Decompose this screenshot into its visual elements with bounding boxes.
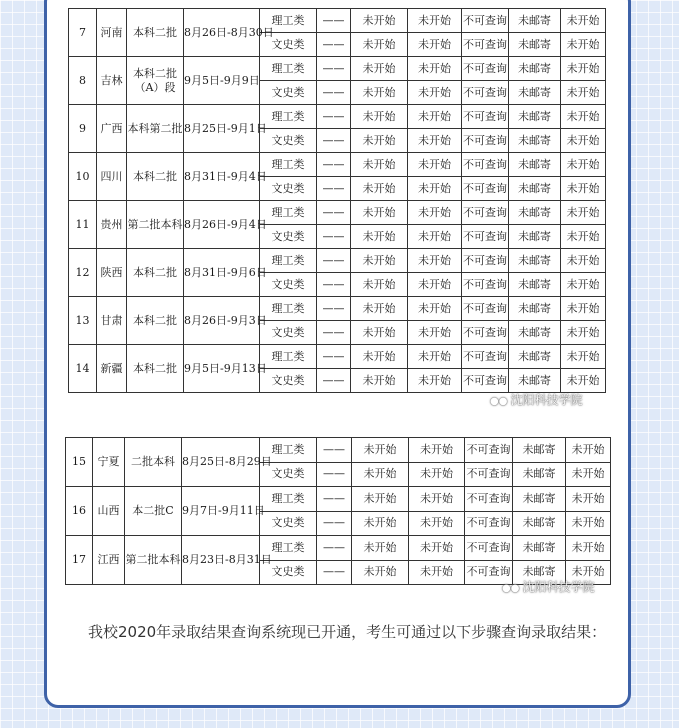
- status-cell: 未开始: [351, 153, 408, 177]
- status-cell: 未开始: [408, 201, 462, 225]
- query-status-cell: 不可查询: [462, 129, 509, 153]
- status-cell: 未开始: [566, 462, 611, 487]
- status-cell: ——: [317, 105, 351, 129]
- table-row: [69, 345, 606, 369]
- row-number: 16: [66, 487, 93, 536]
- mail-status-cell: 未邮寄: [509, 33, 561, 57]
- status-cell: ——: [317, 487, 352, 512]
- status-cell: 未开始: [352, 462, 409, 487]
- status-cell: 未开始: [561, 153, 606, 177]
- status-cell: 未开始: [561, 345, 606, 369]
- query-status-cell: 不可查询: [465, 560, 513, 585]
- batch-cell: 本科第二批: [127, 105, 184, 153]
- status-cell: 未开始: [566, 438, 611, 463]
- mail-status-cell: 未邮寄: [513, 487, 566, 512]
- wechat-icon: ●●: [490, 396, 508, 407]
- table-row: [69, 249, 606, 273]
- category-cell: 理工类: [260, 153, 317, 177]
- category-cell: 文史类: [260, 369, 317, 393]
- status-cell: 未开始: [409, 462, 465, 487]
- category-cell: 文史类: [260, 129, 317, 153]
- category-cell: 文史类: [260, 177, 317, 201]
- category-cell: 理工类: [260, 201, 317, 225]
- batch-cell: 本科二批（A）段: [127, 57, 184, 105]
- mail-status-cell: 未邮寄: [509, 201, 561, 225]
- intro-paragraph: 我校2020年录取结果查询系统现已开通，考生可通过以下步骤查询录取结果：: [88, 623, 607, 641]
- status-cell: 未开始: [409, 438, 465, 463]
- watermark-1: ●● 沈阳科技学院: [490, 393, 583, 407]
- query-status-cell: 不可查询: [462, 81, 509, 105]
- query-status-cell: 不可查询: [462, 57, 509, 81]
- table-row: [69, 153, 606, 177]
- status-cell: 未开始: [409, 536, 465, 561]
- status-cell: 未开始: [561, 369, 606, 393]
- query-status-cell: 不可查询: [462, 345, 509, 369]
- mail-status-cell: 未邮寄: [509, 129, 561, 153]
- mail-status-cell: 未邮寄: [509, 249, 561, 273]
- status-cell: 未开始: [408, 57, 462, 81]
- status-cell: 未开始: [351, 225, 408, 249]
- status-cell: ——: [317, 249, 351, 273]
- status-cell: 未开始: [351, 369, 408, 393]
- query-status-cell: 不可查询: [462, 273, 509, 297]
- query-status-cell: 不可查询: [462, 33, 509, 57]
- category-cell: 理工类: [260, 345, 317, 369]
- status-cell: 未开始: [566, 536, 611, 561]
- batch-cell: 本科二批: [127, 345, 184, 393]
- row-number: 17: [66, 536, 93, 585]
- status-cell: 未开始: [561, 249, 606, 273]
- status-cell: 未开始: [351, 57, 408, 81]
- province-cell: 江西: [93, 536, 125, 585]
- status-cell: 未开始: [351, 105, 408, 129]
- status-cell: ——: [317, 129, 351, 153]
- status-cell: 未开始: [352, 487, 409, 512]
- batch-cell: 本二批C: [125, 487, 182, 536]
- status-cell: 未开始: [561, 321, 606, 345]
- status-cell: 未开始: [352, 536, 409, 561]
- status-cell: 未开始: [409, 487, 465, 512]
- status-cell: 未开始: [352, 560, 409, 585]
- province-cell: 新疆: [97, 345, 127, 393]
- query-status-cell: 不可查询: [465, 487, 513, 512]
- status-cell: 未开始: [351, 297, 408, 321]
- category-cell: 理工类: [260, 438, 317, 463]
- row-number: 11: [69, 201, 97, 249]
- status-cell: 未开始: [408, 153, 462, 177]
- mail-status-cell: 未邮寄: [513, 560, 566, 585]
- province-cell: 山西: [93, 487, 125, 536]
- status-cell: 未开始: [561, 105, 606, 129]
- table-row: [66, 536, 611, 561]
- status-cell: ——: [317, 511, 352, 536]
- status-cell: ——: [317, 153, 351, 177]
- province-cell: 河南: [97, 9, 127, 57]
- date-range-cell: 9月5日-9月9日: [184, 57, 260, 105]
- status-cell: 未开始: [352, 438, 409, 463]
- query-status-cell: 不可查询: [462, 177, 509, 201]
- status-cell: 未开始: [566, 487, 611, 512]
- row-number: 12: [69, 249, 97, 297]
- mail-status-cell: 未邮寄: [513, 536, 566, 561]
- mail-status-cell: 未邮寄: [509, 273, 561, 297]
- category-cell: 文史类: [260, 462, 317, 487]
- mail-status-cell: 未邮寄: [513, 511, 566, 536]
- category-cell: 文史类: [260, 273, 317, 297]
- status-cell: 未开始: [408, 225, 462, 249]
- mail-status-cell: 未邮寄: [509, 81, 561, 105]
- province-cell: 贵州: [97, 201, 127, 249]
- admission-table-1: [68, 8, 606, 393]
- date-range-cell: 8月25日-9月1日: [184, 105, 260, 153]
- batch-cell: 本科二批: [127, 153, 184, 201]
- date-range-cell: 8月26日-8月30日: [184, 9, 260, 57]
- query-status-cell: 不可查询: [462, 105, 509, 129]
- status-cell: 未开始: [561, 297, 606, 321]
- status-cell: 未开始: [566, 511, 611, 536]
- batch-cell: 本科二批: [127, 297, 184, 345]
- category-cell: 文史类: [260, 33, 317, 57]
- status-cell: 未开始: [408, 321, 462, 345]
- query-status-cell: 不可查询: [462, 225, 509, 249]
- mail-status-cell: 未邮寄: [509, 57, 561, 81]
- status-cell: 未开始: [351, 345, 408, 369]
- status-cell: 未开始: [408, 273, 462, 297]
- status-cell: 未开始: [408, 129, 462, 153]
- status-cell: ——: [317, 345, 351, 369]
- mail-status-cell: 未邮寄: [513, 462, 566, 487]
- query-status-cell: 不可查询: [462, 153, 509, 177]
- status-cell: ——: [317, 177, 351, 201]
- date-range-cell: 8月26日-9月4日: [184, 201, 260, 249]
- category-cell: 理工类: [260, 536, 317, 561]
- query-status-cell: 不可查询: [462, 297, 509, 321]
- status-cell: 未开始: [561, 273, 606, 297]
- status-cell: 未开始: [561, 9, 606, 33]
- status-cell: 未开始: [351, 177, 408, 201]
- category-cell: 文史类: [260, 321, 317, 345]
- status-cell: 未开始: [351, 321, 408, 345]
- province-cell: 甘肃: [97, 297, 127, 345]
- status-cell: 未开始: [561, 129, 606, 153]
- status-cell: 未开始: [351, 129, 408, 153]
- row-number: 14: [69, 345, 97, 393]
- mail-status-cell: 未邮寄: [509, 9, 561, 33]
- status-cell: 未开始: [561, 81, 606, 105]
- table-row: [69, 57, 606, 81]
- date-range-cell: 8月26日-9月3日: [184, 297, 260, 345]
- status-cell: 未开始: [408, 345, 462, 369]
- status-cell: 未开始: [561, 57, 606, 81]
- table-row: [66, 487, 611, 512]
- category-cell: 文史类: [260, 225, 317, 249]
- mail-status-cell: 未邮寄: [509, 177, 561, 201]
- batch-cell: 第二批本科: [127, 201, 184, 249]
- query-status-cell: 不可查询: [462, 249, 509, 273]
- status-cell: ——: [317, 560, 352, 585]
- mail-status-cell: 未邮寄: [509, 369, 561, 393]
- row-number: 13: [69, 297, 97, 345]
- status-cell: 未开始: [351, 33, 408, 57]
- status-cell: 未开始: [566, 560, 611, 585]
- province-cell: 宁夏: [93, 438, 125, 487]
- category-cell: 文史类: [260, 560, 317, 585]
- date-range-cell: 9月7日-9月11日: [182, 487, 260, 536]
- status-cell: ——: [317, 462, 352, 487]
- mail-status-cell: 未邮寄: [509, 321, 561, 345]
- status-cell: ——: [317, 201, 351, 225]
- category-cell: 文史类: [260, 81, 317, 105]
- query-status-cell: 不可查询: [462, 369, 509, 393]
- status-cell: 未开始: [408, 105, 462, 129]
- row-number: 7: [69, 9, 97, 57]
- status-cell: ——: [317, 81, 351, 105]
- query-status-cell: 不可查询: [465, 536, 513, 561]
- date-range-cell: 8月31日-9月4日: [184, 153, 260, 201]
- status-cell: 未开始: [408, 369, 462, 393]
- category-cell: 理工类: [260, 57, 317, 81]
- status-cell: 未开始: [561, 33, 606, 57]
- admission-table-2: [65, 437, 611, 585]
- wechat-icon: ●●: [502, 583, 520, 594]
- query-status-cell: 不可查询: [462, 201, 509, 225]
- status-cell: ——: [317, 536, 352, 561]
- province-cell: 四川: [97, 153, 127, 201]
- status-cell: 未开始: [351, 249, 408, 273]
- status-cell: 未开始: [409, 511, 465, 536]
- category-cell: 理工类: [260, 249, 317, 273]
- status-cell: ——: [317, 9, 351, 33]
- status-cell: 未开始: [408, 81, 462, 105]
- province-cell: 广西: [97, 105, 127, 153]
- status-cell: 未开始: [408, 33, 462, 57]
- query-status-cell: 不可查询: [465, 511, 513, 536]
- batch-cell: 本科二批: [127, 9, 184, 57]
- status-cell: ——: [317, 225, 351, 249]
- status-cell: 未开始: [561, 201, 606, 225]
- status-cell: ——: [317, 438, 352, 463]
- query-status-cell: 不可查询: [462, 321, 509, 345]
- query-status-cell: 不可查询: [465, 462, 513, 487]
- status-cell: ——: [317, 33, 351, 57]
- category-cell: 理工类: [260, 105, 317, 129]
- status-cell: 未开始: [351, 81, 408, 105]
- province-cell: 陕西: [97, 249, 127, 297]
- date-range-cell: 8月23日-8月31日: [182, 536, 260, 585]
- mail-status-cell: 未邮寄: [509, 345, 561, 369]
- category-cell: 理工类: [260, 487, 317, 512]
- row-number: 15: [66, 438, 93, 487]
- province-cell: 吉林: [97, 57, 127, 105]
- query-status-cell: 不可查询: [462, 9, 509, 33]
- watermark-2: ●● 沈阳科技学院: [502, 580, 595, 594]
- status-cell: ——: [317, 297, 351, 321]
- batch-cell: 本科二批: [127, 249, 184, 297]
- date-range-cell: 8月25日-8月29日: [182, 438, 260, 487]
- status-cell: 未开始: [351, 201, 408, 225]
- status-cell: 未开始: [561, 177, 606, 201]
- status-cell: 未开始: [408, 177, 462, 201]
- row-number: 9: [69, 105, 97, 153]
- mail-status-cell: 未邮寄: [509, 297, 561, 321]
- category-cell: 文史类: [260, 511, 317, 536]
- category-cell: 理工类: [260, 297, 317, 321]
- status-cell: 未开始: [352, 511, 409, 536]
- status-cell: ——: [317, 273, 351, 297]
- row-number: 10: [69, 153, 97, 201]
- table-row: [69, 105, 606, 129]
- row-number: 8: [69, 57, 97, 105]
- table-row: [69, 9, 606, 33]
- status-cell: 未开始: [408, 249, 462, 273]
- status-cell: 未开始: [351, 273, 408, 297]
- status-cell: ——: [317, 321, 351, 345]
- batch-cell: 二批本科: [125, 438, 182, 487]
- status-cell: ——: [317, 369, 351, 393]
- table-row: [66, 438, 611, 463]
- date-range-cell: 8月31日-9月6日: [184, 249, 260, 297]
- status-cell: 未开始: [408, 9, 462, 33]
- mail-status-cell: 未邮寄: [509, 105, 561, 129]
- category-cell: 理工类: [260, 9, 317, 33]
- status-cell: ——: [317, 57, 351, 81]
- mail-status-cell: 未邮寄: [509, 153, 561, 177]
- table-row: [69, 201, 606, 225]
- batch-cell: 第二批本科: [125, 536, 182, 585]
- date-range-cell: 9月5日-9月13日: [184, 345, 260, 393]
- mail-status-cell: 未邮寄: [509, 225, 561, 249]
- status-cell: 未开始: [409, 560, 465, 585]
- status-cell: 未开始: [561, 225, 606, 249]
- table-row: [69, 297, 606, 321]
- mail-status-cell: 未邮寄: [513, 438, 566, 463]
- query-status-cell: 不可查询: [465, 438, 513, 463]
- status-cell: 未开始: [408, 297, 462, 321]
- status-cell: 未开始: [351, 9, 408, 33]
